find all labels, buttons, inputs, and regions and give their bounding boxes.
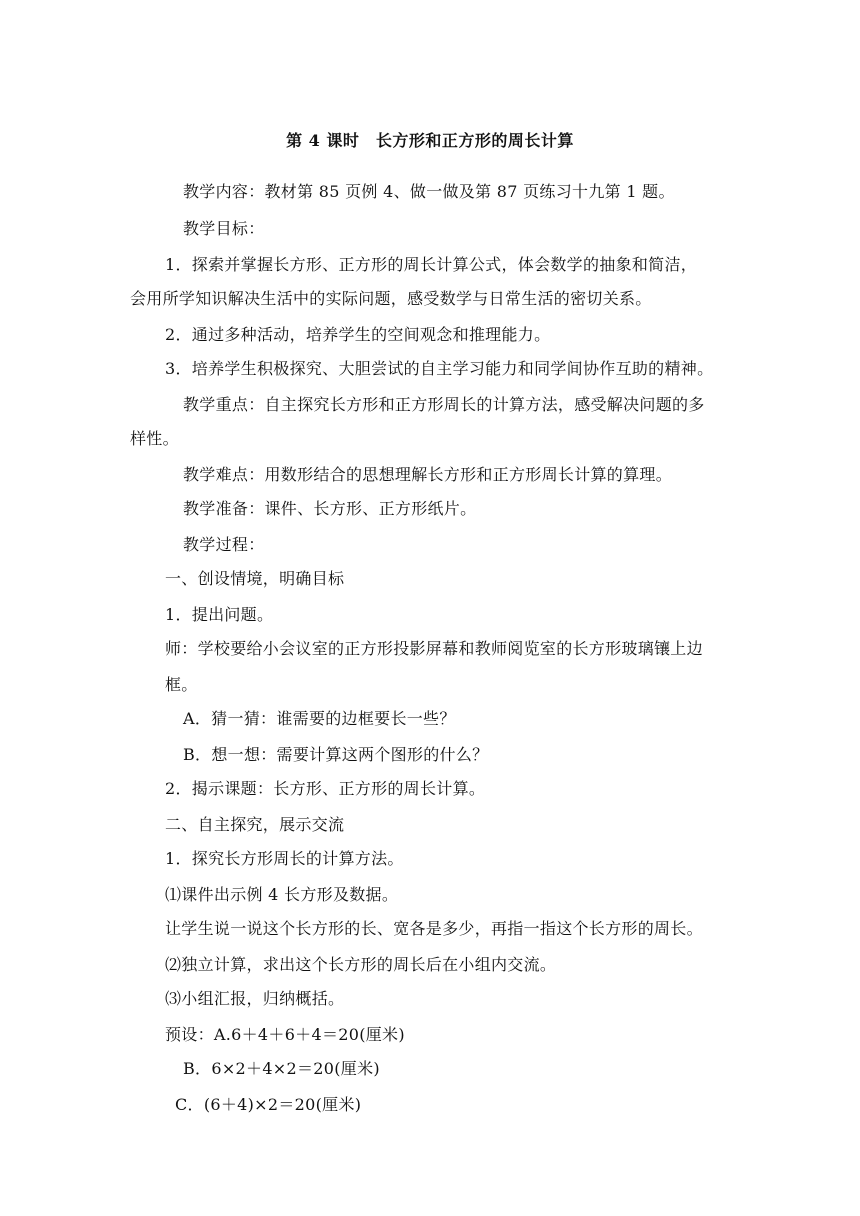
text-line: C．(6＋4)×2＝20(厘米) (175, 1095, 362, 1114)
text-line: 师：学校要给小会议室的正方形投影屏幕和教师阅览室的长方形玻璃镶上边 (165, 639, 703, 658)
text-line: 1．探究长方形周长的计算方法。 (165, 849, 404, 868)
text-line: 1．提出问题。 (165, 605, 274, 624)
text-line: 一、创设情境，明确目标 (165, 569, 345, 588)
text-line: A．猜一猜：谁需要的边框要长一些？ (183, 709, 456, 728)
text-line: B．6×2＋4×2＝20(厘米) (183, 1059, 380, 1078)
text-line: 教学过程： (183, 535, 265, 554)
text-line: 框。 (165, 675, 198, 694)
page-title: 第 4 课时 长方形和正方形的周长计算 (286, 131, 574, 150)
text-line: 教学重点：自主探究长方形和正方形周长的计算方法，感受解决问题的多 (183, 395, 705, 414)
text-line: ⑴课件出示例 4 长方形及数据。 (165, 885, 399, 904)
text-line: 2．通过多种活动，培养学生的空间观念和推理能力。 (165, 325, 551, 344)
text-line: 2．揭示课题：长方形、正方形的周长计算。 (165, 779, 486, 798)
text-line: 3．培养学生积极探究、大胆尝试的自主学习能力和同学间协作互助的精神。 (165, 359, 714, 378)
text-line: ⑵独立计算，求出这个长方形的周长后在小组内交流。 (165, 955, 557, 974)
text-line: 预设：A.6＋4＋6＋4＝20(厘米) (165, 1025, 405, 1044)
text-line: 会用所学知识解决生活中的实际问题，感受数学与日常生活的密切关系。 (130, 289, 652, 308)
text-line: B．想一想：需要计算这两个图形的什么？ (183, 745, 489, 764)
text-line: 教学准备：课件、长方形、正方形纸片。 (183, 499, 477, 518)
text-line: 让学生说一说这个长方形的长、宽各是多少，再指一指这个长方形的周长。 (165, 919, 703, 938)
text-line: 样性。 (130, 429, 179, 448)
text-line: 教学内容：教材第 85 页例 4、做一做及第 87 页练习十九第 1 题。 (183, 182, 675, 201)
text-line: 教学难点：用数形结合的思想理解长方形和正方形周长计算的算理。 (183, 465, 673, 484)
text-line: 1．探索并掌握长方形、正方形的周长计算公式，体会数学的抽象和简洁， (165, 255, 698, 274)
text-line: ⑶小组汇报，归纳概括。 (165, 989, 345, 1008)
text-line: 教学目标： (183, 219, 265, 238)
text-line: 二、自主探究，展示交流 (165, 815, 345, 834)
